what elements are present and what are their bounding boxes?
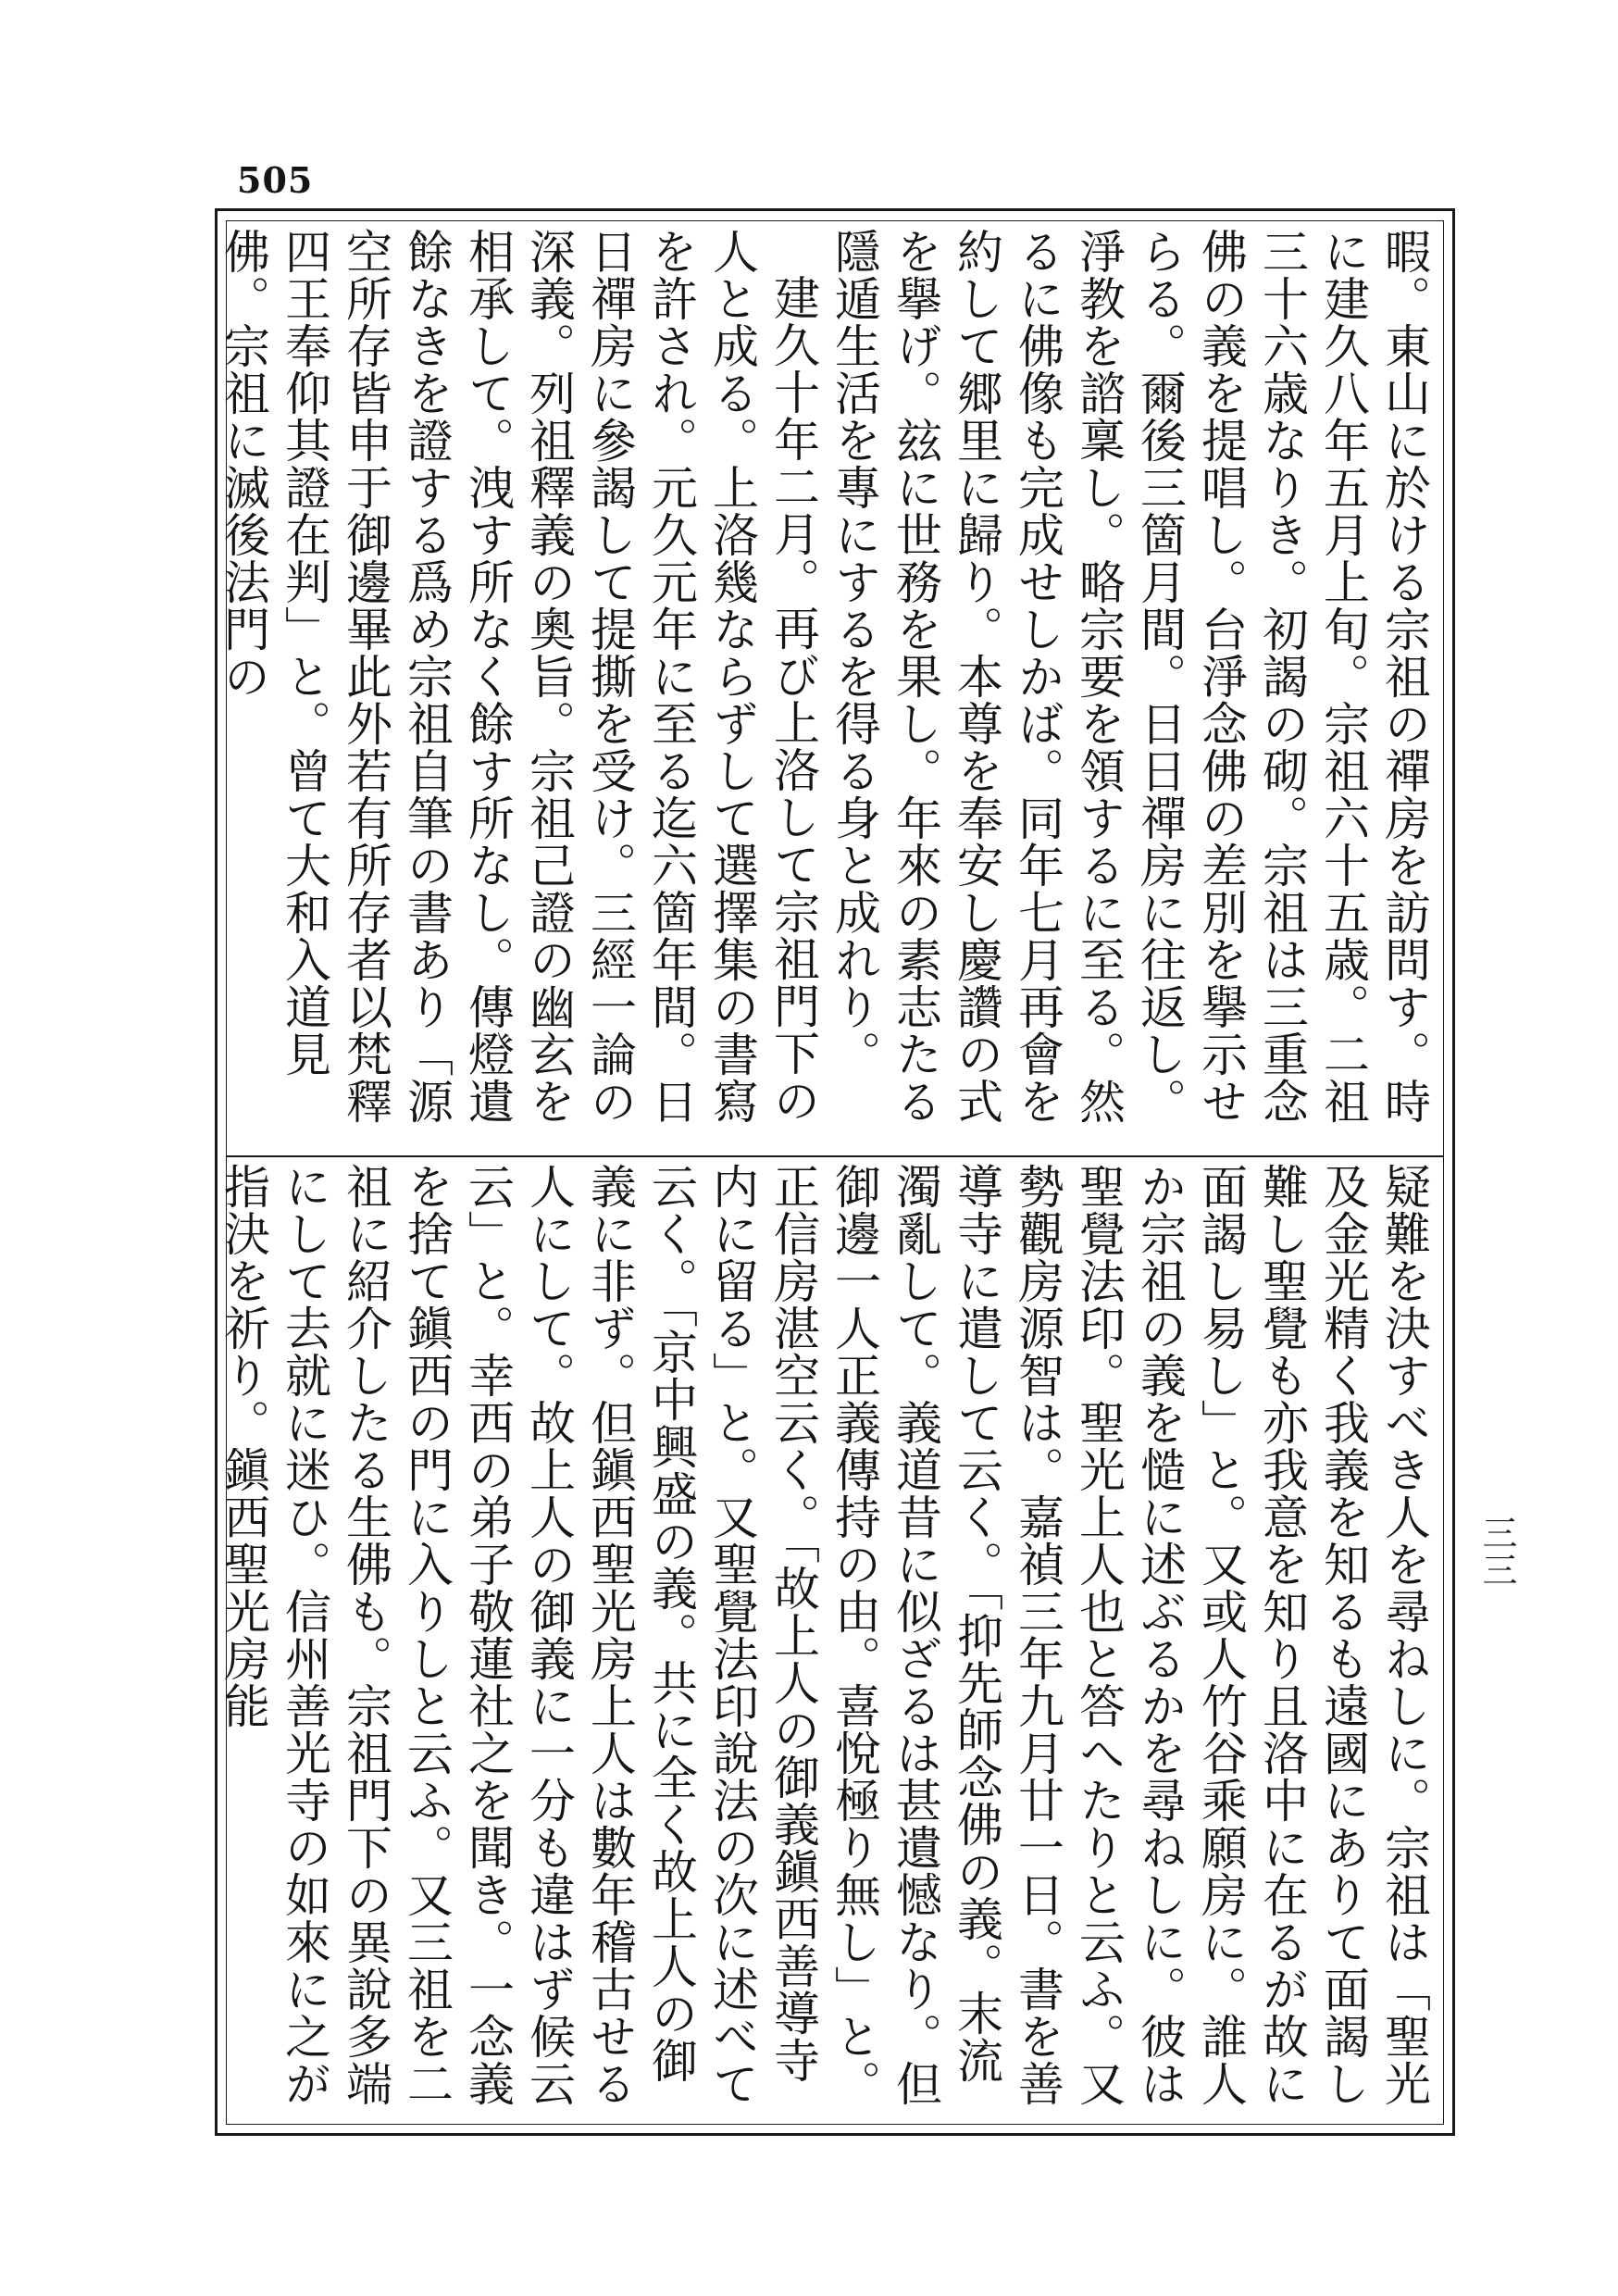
paragraph: 暇。東山に於ける宗祖の禪房を訪問す。時に建久八年五月上旬。宗祖六十五歳。二祖三十六歳なりき。初謁の砌。宗祖は三重念佛の義を提唱し。台淨念佛の差別を擧示せらる。爾後三箇月間。日日禪房に往返し。淨教を諮稟し。略宗要を領するに至る。然るに佛像も完成せしかば。同年七月再會を約して郷里に歸り。本尊を奉安し慶讚の式を擧げ。玆に世務を果し。年來の素志たる隱遁生活を專にするを得る身と成れり。 [828,228,1431,1125]
side-page-mark: 三三 [1476,1515,1517,1589]
upper-text-block [217,228,1435,1146]
page-number: 505 [237,159,314,201]
paragraph: 建久十年二月。再び上洛して宗祖門下の人と成る。上洛幾ならずして選擇集の書寫を許され。元久元年に至る迄六箇年間。日日禪房に參謁して提撕を受け。三經一論の深義。列祖釋義の奧旨。宗祖己證の幽玄を相承して。洩す所なく餘す所なし。傳燈遺餘なきを證する爲め宗祖自筆の書あり「源空所存皆申于御邊畢此外若有所存者以梵釋四王奉仰其證在判」と。曾て大和入道見佛。宗祖に滅後法門の [217,228,820,1125]
section-divider [226,1155,1444,1157]
lower-text-block [217,1163,1435,2115]
paragraph: 疑難を決すべき人を尋ねしに。宗祖は「聖光及金光精く我義を知るも遠國にありて面謁し難し聖覺も亦我意を知り且洛中に在るが故に面謁し易し」と。又或人竹谷乘願房に。誰人か宗祖の義を慥に述ぶるかを尋ねしに。彼は聖覺法印。聖光上人也と答へたりと云ふ。又勢觀房源智は。嘉禎三年九月廿一日。書を善導寺に遣して云く。「抑先師念佛の義。末流濁亂して。義道昔に似ざるは甚遺憾なり。但御邊一人正義傳持の由。喜悅極り無し」と。正信房湛空云く。「故上人の御義鎭西善導寺内に留る」と。又聖覺法印說法の次に述べて云く。「京中興盛の義。共に全く故上人の御義に非ず。但鎭西聖光房上人は數年稽古せる人にして。故上人の御義に一分も違はず候云云」と。幸西の弟子敬蓮社之を聞き。一念義を捨て鎭西の門に入りしと云ふ。又三祖を二祖に紹介したる生佛も。宗祖門下の異說多端にして去就に迷ひ。信州善光寺の如來に之が指決を祈り。鎭西聖光房能 [217,1163,1431,2107]
